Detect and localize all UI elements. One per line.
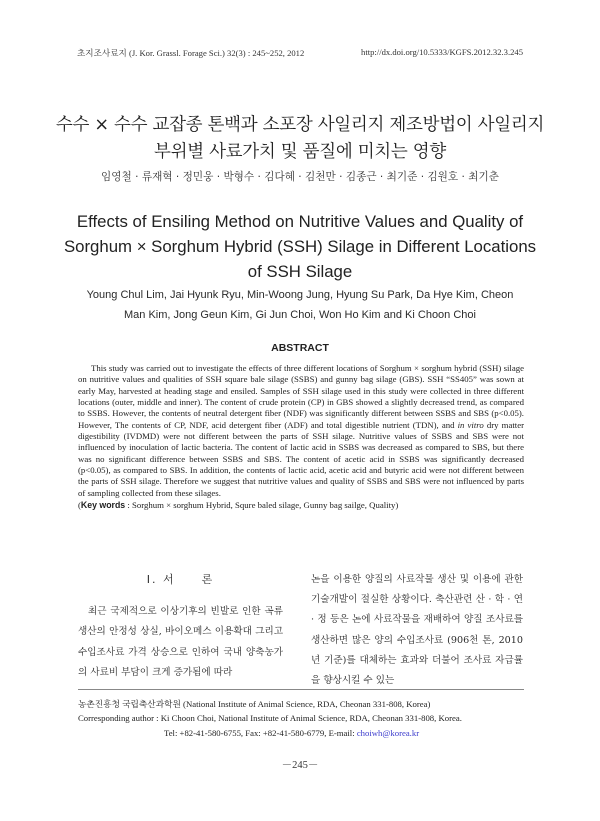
english-title-line-3: of SSH Silage	[247, 262, 353, 281]
korean-title	[40, 112, 560, 166]
abstract-body	[78, 363, 524, 511]
abstract-invitro: in vitro	[457, 419, 484, 430]
intro-paragraph-right: 논을 이용한 양질의 사료작물 생산 및 이용에 관한 기술개발이 절실한 상황이다. 축산관련 산 · 학 · 연 · 정 등은 논에 사료작물을 재배하여 양질 조사료를 생산하면 많은 양의 수입조사료 (906천 톤, 2010년 기준)를 대체하는 효과와 더불어 조사료 자급률을 향상시킬 수 있는	[311, 574, 523, 687]
footnote-affiliation: 농촌진흥청 국립축산과학원 (National Institute of Animal Science, RDA, Cheonan 331-808, Korea)	[78, 699, 431, 709]
english-title-line-2: Sorghum × Sorghum Hybrid (SSH) Silage in Different Locations	[63, 237, 537, 256]
english-authors-line-2: Man Kim, Jong Geun Kim, Gi Jun Choi, Won Ho Kim and Ki Choon Choi	[124, 309, 476, 321]
english-title-line-1: Effects of Ensiling Method on Nutritive Values and Quality of	[76, 212, 524, 231]
english-authors	[75, 285, 525, 325]
abstract-text-part-1: This study was carried out to investigate the effects of three different locations of Sorghum × sorghum hybrid (SSH) silage on nutritive values and qualities of SSH square bale silage (SSBS) and gunny bag silage (GBS). SSH “SS405” was sown at early May, harvested at heading stage and ensiled. Samples of SSH silage used in this study were collected in three different locations (outer, middle and inner). The content of crude protein (CP) in GBS showed a slightly decreased trend, as compared to SSBS. However, the contents of neutral detergent fiber (NDF) was significantly different between SSBS and SBS (p<0.05). However, The contents of CP, NDF, acid detergent fiber (ADF) and total digestible nutrient (TDN), and	[78, 363, 524, 430]
footnote-corresponding: Corresponding author : Ki Choon Choi, National Institute of Animal Science, RDA, Cheonan 331-808, Korea.	[78, 713, 462, 724]
running-header	[77, 47, 523, 59]
footnote	[78, 697, 528, 740]
keywords-list: : Sorghum × sorghum Hybrid, Squre baled silage, Gunny bag sailge, Quality)	[127, 500, 399, 511]
doi-link[interactable]: http://dx.doi.org/10.5333/KGFS.2012.32.3.245	[361, 47, 523, 57]
right-column	[311, 570, 523, 691]
email-link[interactable]: choiwh@korea.kr	[356, 727, 420, 738]
section-heading-introduction: Ⅰ. 서 론	[146, 573, 215, 586]
abstract-text-part-2: dry matter digestibility (IVDMD) were not different between the parts of SSH silage. Nutritive values of SSBS and SBS were not influenced by inoculation of lactic bacteria. The content of lactic acid in SSBS was decreased as compared to SBS, but there was no significant difference between SSBS and SBS. The content of acetic acid in SSBS was significantly decreased (p<0.05), as compared to SBS. In addition, the contents of lactic acid, acetic acid and butyric acid were not different between the parts of SSH silage. Therefore we suggest that nutritive values and quality of SSBS and SBS were not influenced by parts of sampling collected from these silages.	[78, 419, 524, 498]
keywords: (Key words : Sorghum × sorghum Hybrid, Squre baled silage, Gunny bag sailge, Quality)	[78, 500, 399, 511]
keywords-label: Key words	[80, 500, 126, 511]
footnote-contact	[78, 726, 528, 740]
english-title	[60, 209, 540, 284]
korean-title-line-1: 수수 × 수수 교잡종 톤백과 소포장 사일리지 제조방법이 사일리지	[55, 115, 545, 135]
page-number: －245－	[281, 760, 319, 771]
abstract-paragraph	[78, 363, 524, 499]
intro-paragraph-left: 최근 국제적으로 이상기후의 빈발로 인한 곡류생산의 안정성 상실, 바이오메스 이용확대 그리고 수입조사료 가격 상승으로 인하여 국내 양축농가의 사료비 부담이 크게 증가됨에 따라	[78, 606, 283, 678]
journal-citation: 초지조사료지 (J. Kor. Grassl. Forage Sci.) 32(3) : 245~252, 2012	[77, 48, 305, 58]
abstract-heading: ABSTRACT	[271, 342, 329, 354]
left-column	[78, 570, 283, 683]
footnote-contact-text: Tel: +82-41-580-6755, Fax: +82-41-580-6779, E-mail:	[164, 727, 357, 738]
korean-authors: 임영철 · 류재혁 · 정민웅 · 박형수 · 김다혜 · 김천만 · 김종근 · 최기준 · 김원호 · 최기춘	[101, 171, 499, 183]
english-authors-line-1: Young Chul Lim, Jai Hyunk Ryu, Min-Woong Jung, Hyung Su Park, Da Hye Kim, Cheon	[86, 289, 514, 301]
korean-title-line-2: 부위별 사료가치 및 품질에 미치는 영향	[154, 142, 446, 162]
footnote-divider	[78, 689, 524, 690]
